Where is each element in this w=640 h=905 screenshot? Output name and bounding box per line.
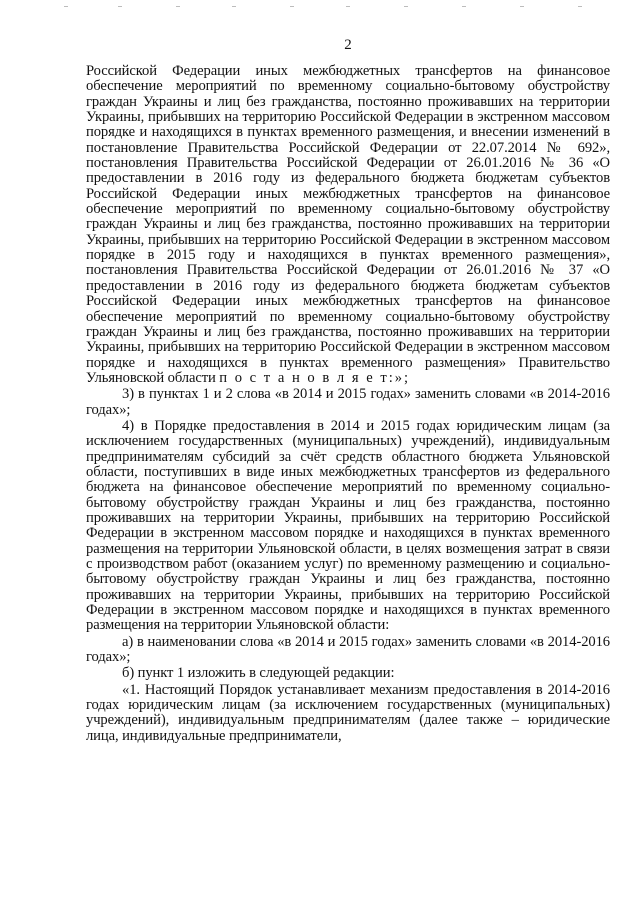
scan-artifact-dots <box>0 6 640 10</box>
page-number: 2 <box>344 37 352 53</box>
paragraph-item-4a: а) в наименовании слова «в 2014 и 2015 годах» заменить словами «в 2014-2016 годах»; <box>86 633 610 666</box>
paragraph-clause-1: «1. Настоящий Порядок устанавливает механизм предоставления в 2014-2016 годах юридическим лицам (за исключением государственных (муниципальных) учреждений), индивидуальным предпринимателям (далее также – юридические лица, индивидуальные предприниматели, <box>86 681 610 744</box>
paragraph-item-3: 3) в пунктах 1 и 2 слова «в 2014 и 2015 годах» заменить словами «в 2014-2016 годах»; <box>86 386 610 418</box>
paragraph-preamble-continuation <box>86 64 610 386</box>
paragraph-item-4b: б) пункт 1 изложить в следующей редакции: <box>122 665 395 682</box>
paragraph-text: Российской Федерации иных межбюджетных трансфертов на финансовое обеспечение мероприятий по временному социально-бытовому обустройству граждан Украины и лиц без гражданства, постоянно проживавших на территории Украины, прибывших на территорию Российской Федерации в экстренном массовом порядке и находящихся в пунктах временного размещения, и внесении изменений в постановление Правительства Российской Федерации от 22.07.2014 № 692», постановления Правительства Российской Федерации от 26.01.2016 № 36 «О предоставлении в 2016 году из федерального бюджета бюджетам субъектов Российской Федерации иных межбюджетных трансфертов на финансовое обеспечение мероприятий по временному социально-бытовому обустройству граждан Украины и лиц без гражданства, постоянно проживавших на территории Украины, прибывших на территорию Российской Федерации в экстренном массовом порядке в 2015 году и находящихся в пунктах временного размещения», постановления Правительства Российской Федерации от 26.01.2016 № 37 «О предоставлении в 2016 году из федерального бюджета бюджетам субъектов Российской Федерации иных межбюджетных трансфертов на финансовое обеспечение мероприятий по временному социально-бытовому обустройству граждан Украины и лиц без гражданства, постоянно проживавших на территории Украины, прибывших на территорию Российской Федерации в экстренном массовом порядке и находящихся в пунктах временного размещения» Правительство Ульяновской области <box>86 63 610 386</box>
paragraph-item-4: 4) в Порядке предоставления в 2014 и 2015 годах юридическим лицам (за исключением государственных (муниципальных) учреждений), индивидуальным предпринимателям субсидий за счёт средств областного бюджета Ульяновской области, поступивших в виде иных межбюджетных трансфертов из федерального бюджета на финансовое обеспечение мероприятий по временному социально-бытовому обустройству граждан Украины и лиц без гражданства, постоянно проживавших на территории Украины, прибывших на территорию Российской Федерации в экстренном массовом порядке и находящихся в пунктах временного размещения на территории Ульяновской области, в целях возмещения затрат в связи с производством работ (оказанием услуг) по временному размещению и социально-бытовому обустройству граждан Украины и лиц без гражданства, постоянно проживавших на территории Украины, прибывших на территорию Российской Федерации в экстренном массовом порядке и находящихся в пунктах временного размещения на территории Ульяновской области: <box>86 417 610 634</box>
resolves-word: п о с т а н о в л я е т:»; <box>219 369 411 386</box>
document-body <box>86 64 610 744</box>
